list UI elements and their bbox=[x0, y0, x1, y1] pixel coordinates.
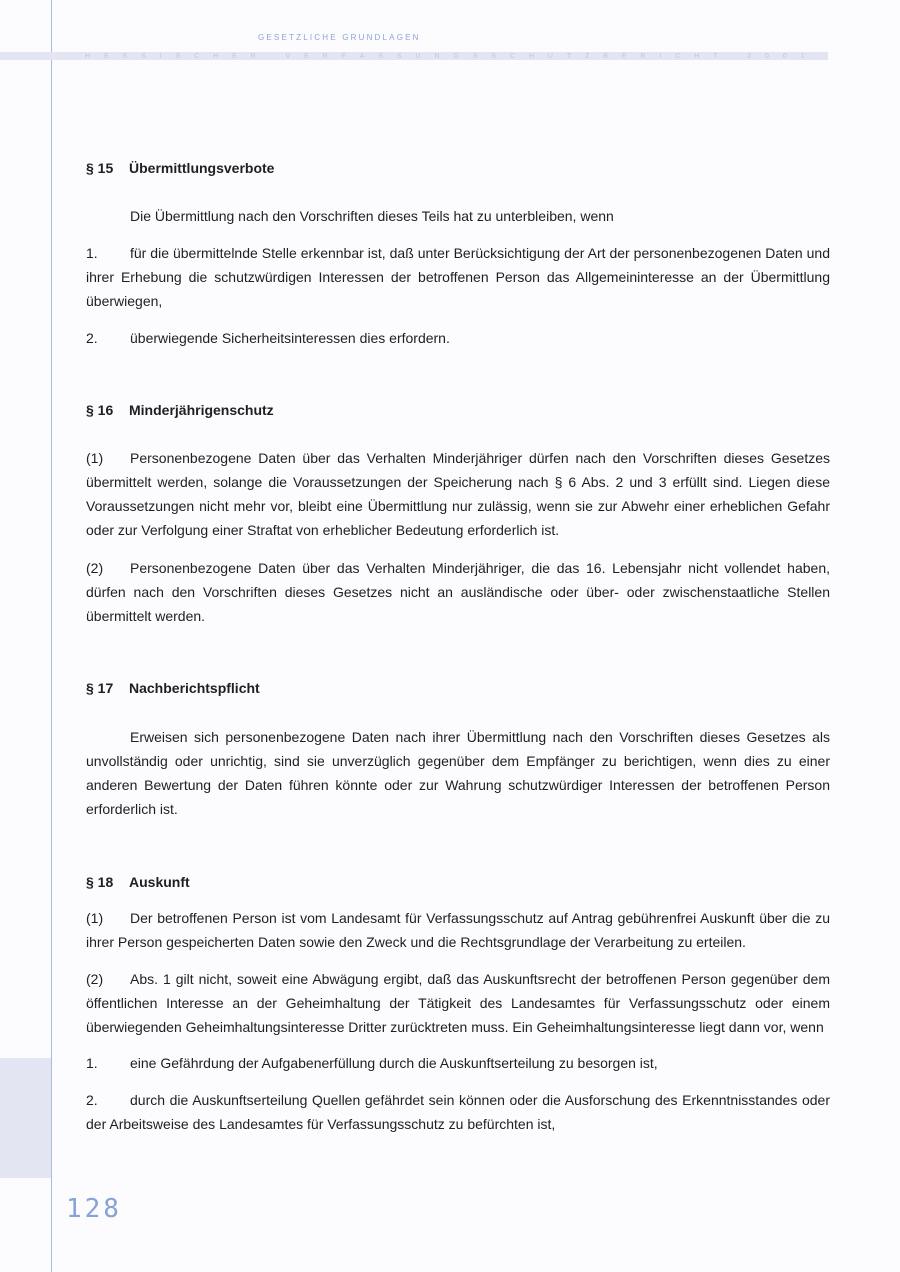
running-header-letter: A bbox=[359, 52, 365, 60]
running-header-letter: R bbox=[322, 52, 328, 60]
running-header-letter: S bbox=[396, 52, 402, 60]
running-header-letter: S bbox=[122, 52, 128, 60]
list-item-15-1: 1. für die übermittelnde Stelle erkennbar ist, daß unter Berücksichtigung der Art der personenbezogenen Daten und ihrer Erhebung die schutzwürdigen Interessen der betroffenen Person das Allgemeininteresse an der Übermittlung überwiegen, bbox=[86, 245, 830, 309]
running-header-letter: 0 bbox=[765, 52, 769, 60]
running-header-letter: C bbox=[194, 52, 200, 60]
list-item-15-2: 2. überwiegende Sicherheitsinteressen dies erfordern. bbox=[86, 330, 450, 346]
running-header-letter: B bbox=[603, 52, 608, 60]
running-header-letter: 2 bbox=[747, 52, 752, 60]
list-item-18-2: (2) Abs. 1 gilt nicht, soweit eine Abwägung ergibt, daß das Auskunftsrecht der betroffenen Person gegenüber dem öffentlichen Interesse an der Geheimhaltung der Tätigkeit des Landesamtes für Verfassungsschutz oder einem überwiegenden Geheimhaltungsinteresse Dritter zurücktreten muss. Ein Geheimhaltungsinteresse liegt dann vor, wenn bbox=[86, 971, 830, 1035]
running-header-letter: C bbox=[675, 52, 681, 60]
running-header-letter: S bbox=[491, 52, 497, 60]
running-header-letter: I bbox=[659, 52, 662, 60]
running-header-letter: R bbox=[640, 52, 646, 60]
running-header-letter: S bbox=[175, 52, 181, 60]
running-header-letter: E bbox=[103, 52, 109, 60]
running-header-letter: S bbox=[472, 52, 478, 60]
list-item-16-1: (1) Personenbezogene Daten über das Verhalten Minderjähriger dürfen nach den Vorschriften dieses Gesetzes übermittelt werden, solange die Voraussetzungen der Speicherung nach § 6 Abs. 2 und 3 erfüllt sind. Liegen diese Voraussetzungen nicht mehr vor, bleibt eine Übermittlung nur zulässig, wenn sie zur Abwehr einer erheblichen Gefahr oder zur Verfolgung einer Straftat von erheblicher Bedeutung erforderlich ist. bbox=[86, 450, 830, 538]
paragraph-15-intro: Die Übermittlung nach den Vorschriften dieses Teils hat zu unterbleiben, wenn bbox=[130, 208, 614, 224]
running-header-report bbox=[85, 51, 805, 61]
running-header-letter: C bbox=[509, 52, 516, 60]
list-item-18-2-2: 2. durch die Auskunftserteilung Quellen gefährdet sein können oder die Ausforschung des Erkenntnisstandes oder der Arbeitsweise des Landesamtes für Verfassungsschutz zu befürchten ist, bbox=[86, 1092, 830, 1132]
running-header-letter: E bbox=[621, 52, 627, 60]
running-header-section: GESETZLICHE GRUNDLAGEN bbox=[258, 33, 421, 42]
section-heading-16: § 16 Minderjährigenschutz bbox=[86, 402, 274, 418]
list-item-16-2: (2) Personenbezogene Daten über das Verhalten Minderjähriger, die das 16. Lebensjahr nicht vollendet haben, dürfen nach den Vorschriften dieses Gesetzes nicht an ausländische oder über- oder zwischenstaatliche Stellen übermittelt werden. bbox=[86, 560, 830, 624]
running-header-letter: V bbox=[285, 52, 291, 60]
list-item-18-2-1: 1. eine Gefährdung der Aufgabenerfüllung durch die Auskunftserteilung zu besorgen ist, bbox=[86, 1055, 658, 1071]
running-header-letter: 1 bbox=[800, 52, 805, 60]
running-header-letter: H bbox=[528, 52, 535, 60]
running-header-letter: T bbox=[566, 52, 572, 60]
margin-shade-block bbox=[0, 1058, 52, 1178]
running-header-letter: N bbox=[434, 52, 440, 60]
running-header-letter: U bbox=[415, 52, 421, 60]
running-header-letter: E bbox=[232, 52, 237, 60]
running-header-letter: F bbox=[341, 52, 346, 60]
running-header-letter: E bbox=[304, 52, 309, 60]
section-heading-15: § 15 Übermittlungsverbote bbox=[86, 160, 275, 176]
running-header-letter: Z bbox=[585, 52, 590, 60]
running-header-letter bbox=[731, 53, 733, 60]
running-header-letter: U bbox=[547, 52, 553, 60]
running-header-letter bbox=[270, 53, 272, 60]
margin-rule bbox=[51, 0, 52, 1272]
margin-band bbox=[0, 0, 52, 1272]
running-header-letter: G bbox=[453, 52, 459, 60]
running-header-letter: H bbox=[213, 52, 219, 60]
running-header-letter: R bbox=[250, 52, 256, 60]
running-header-letter: S bbox=[141, 52, 146, 60]
running-header-letter: H bbox=[85, 52, 91, 60]
list-item-18-1: (1) Der betroffenen Person ist vom Landesamt für Verfassungsschutz auf Antrag gebührenfrei Auskunft über die zu ihrer Person gespeicherten Daten sowie den Zweck und die Rechtsgrundlage der Verarbeitung zu erteilen. bbox=[86, 910, 830, 950]
section-heading-17: § 17 Nachberichtspflicht bbox=[86, 680, 260, 696]
running-header-letter: H bbox=[694, 52, 700, 60]
section-heading-18: § 18 Auskunft bbox=[86, 874, 190, 890]
running-header-letter: S bbox=[378, 52, 384, 60]
running-header-letter: I bbox=[159, 52, 162, 60]
page-number: 128 bbox=[66, 1194, 122, 1224]
running-header-letter: 0 bbox=[782, 52, 787, 60]
paragraph-17: Erweisen sich personenbezogene Daten nach ihrer Übermittlung nach den Vorschriften dieses Gesetzes als unvollständig oder unrichtig, sind sie unverzüglich gegenüber dem Empfänger zu berichtigen, wenn dies zu einer anderen Bewertung der Daten führen könnte oder zur Wahrung schutzwürdiger Interessen der betroffenen Person erforderlich ist. bbox=[86, 729, 830, 817]
running-header-letter: T bbox=[713, 52, 718, 60]
